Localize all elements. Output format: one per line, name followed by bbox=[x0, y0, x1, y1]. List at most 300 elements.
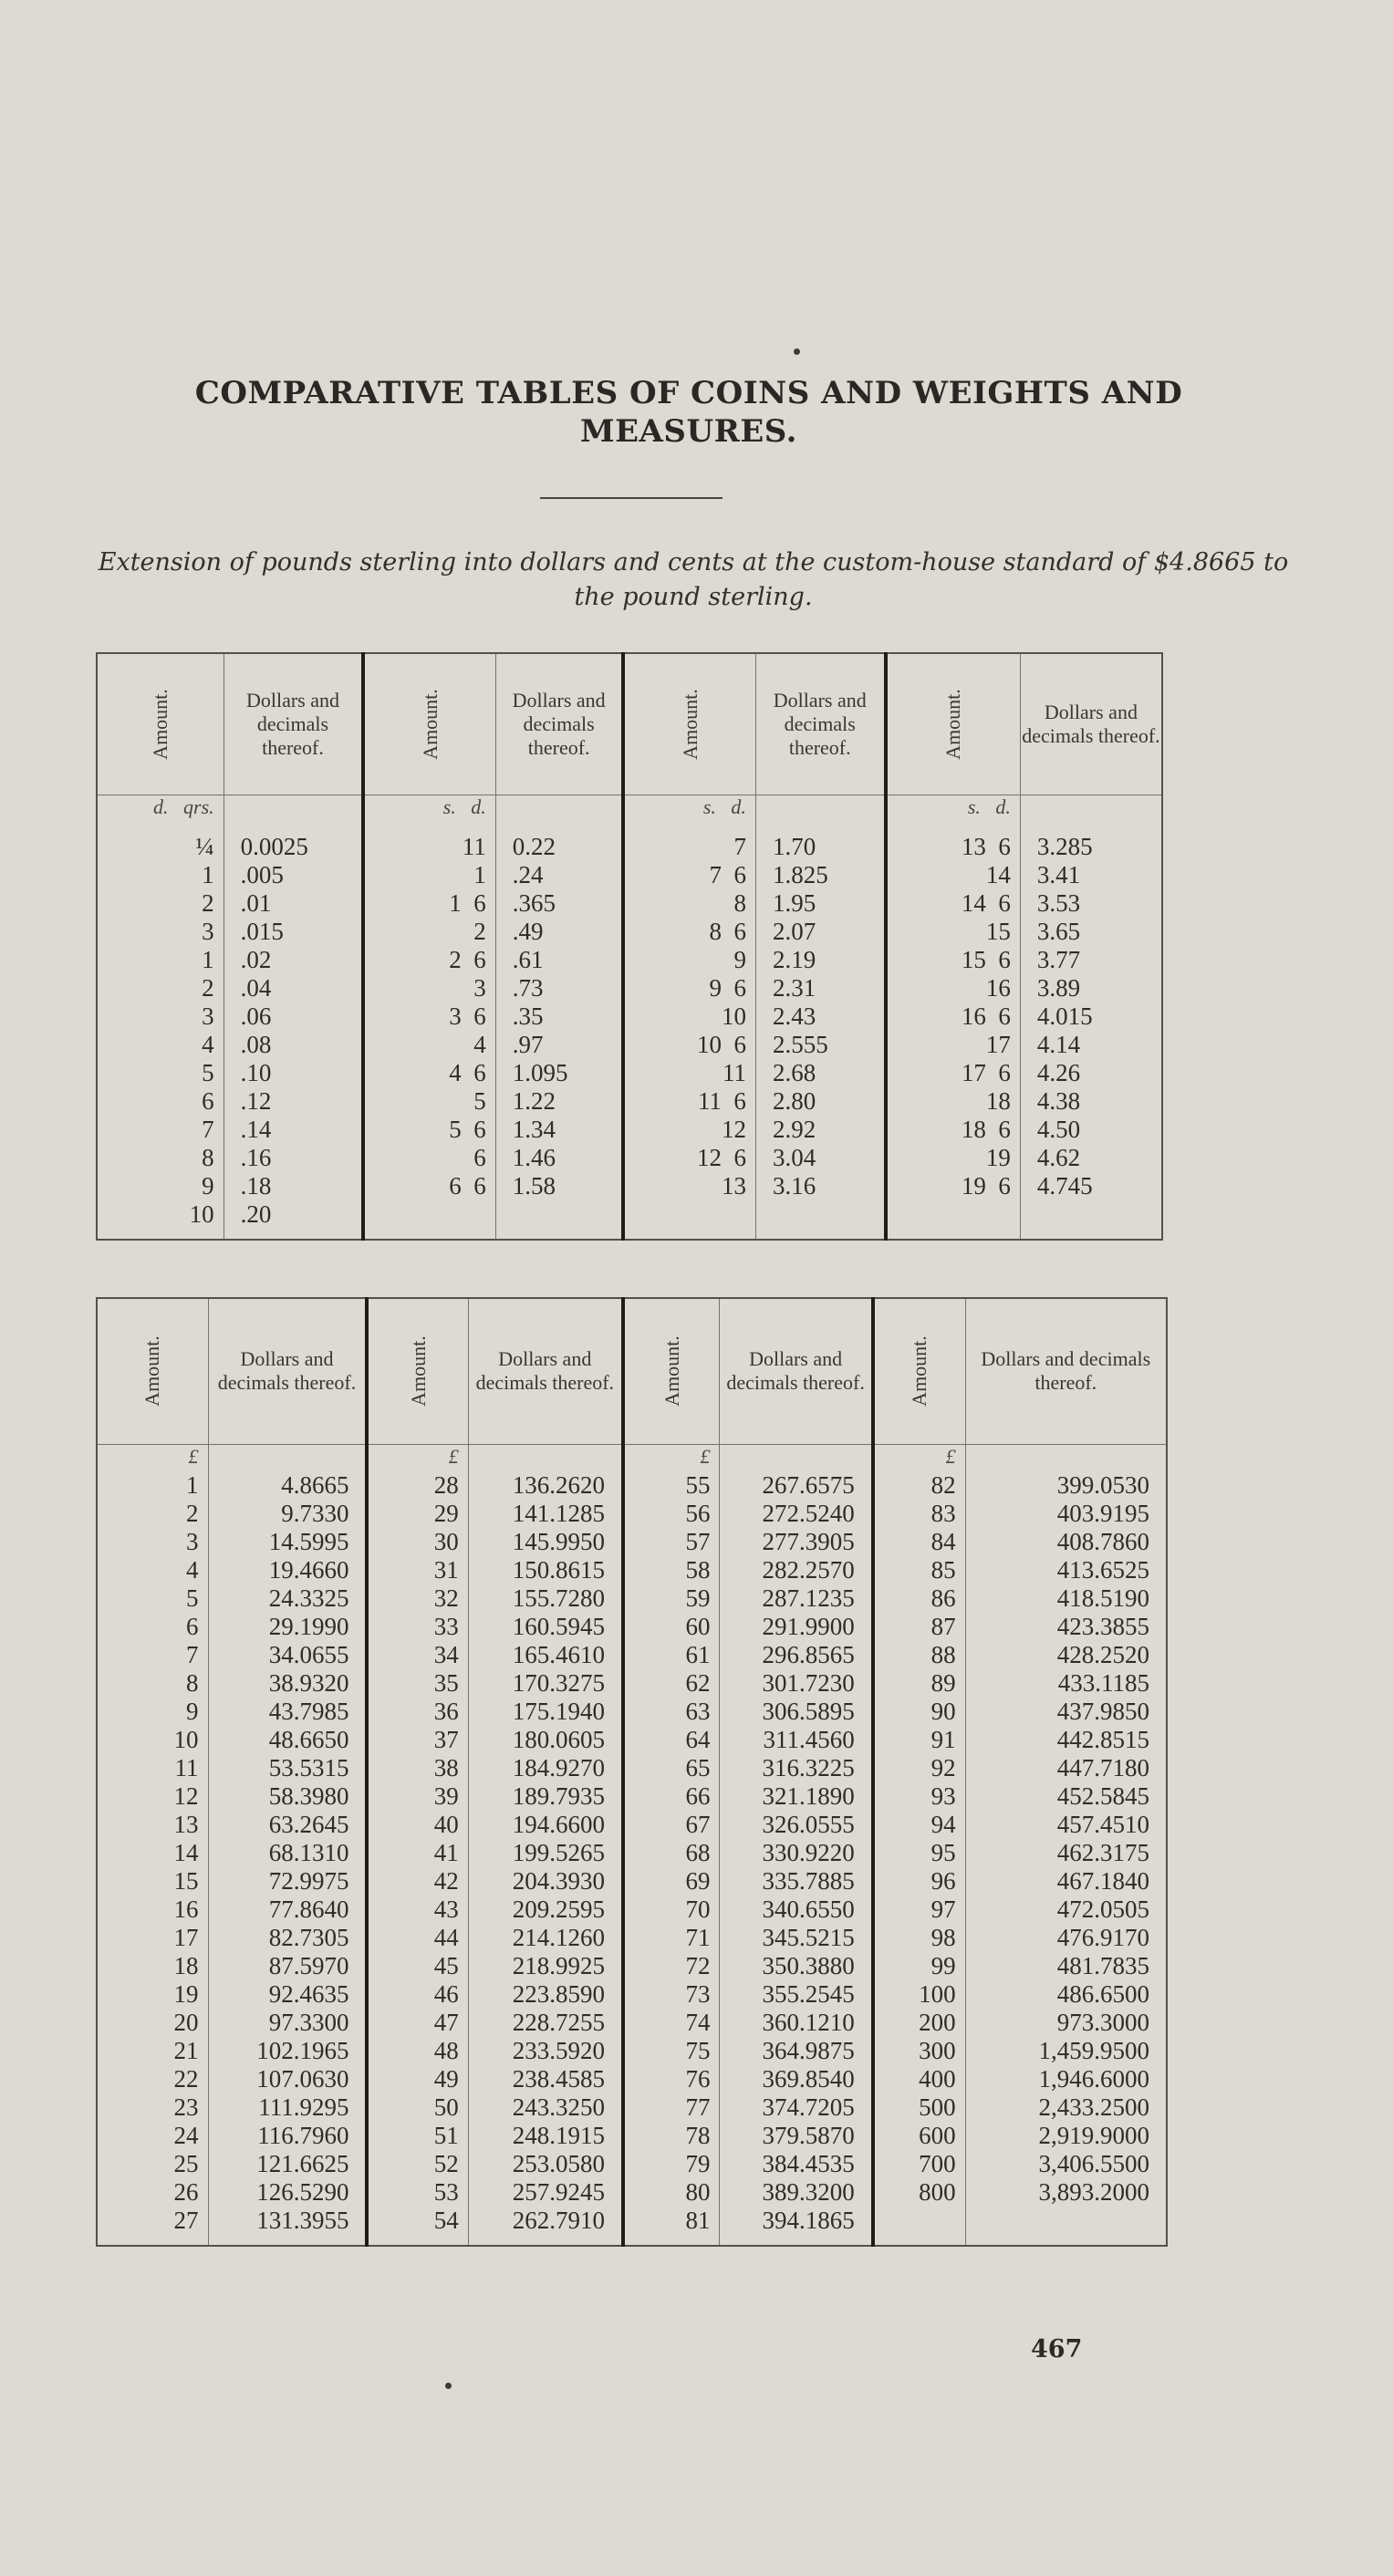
amount-cell: 500 bbox=[873, 2093, 965, 2122]
amount-cell: 24 bbox=[173, 2122, 199, 2149]
dollars-cell: 1.22 bbox=[495, 1087, 623, 1116]
amount-cell: 13 bbox=[173, 1811, 199, 1838]
dollars-cell: 973.3000 bbox=[965, 2009, 1167, 2037]
amount-cell: 3 6 bbox=[363, 1002, 495, 1031]
table-row bbox=[97, 1924, 1167, 1952]
table-row bbox=[97, 1471, 1167, 1500]
dollars-cell: 145.9950 bbox=[468, 1528, 623, 1556]
amount-cell: 9 bbox=[186, 1698, 199, 1725]
table-row bbox=[97, 1200, 1162, 1229]
dollars-cell: 277.3905 bbox=[720, 1528, 873, 1556]
amount-cell: 6 6 bbox=[363, 1172, 495, 1200]
dollars-cell: 107.0630 bbox=[208, 2065, 367, 2093]
dollars-cell: 3.285 bbox=[1020, 833, 1162, 861]
dollars-cell: .02 bbox=[224, 946, 363, 974]
amount-cell: 4 bbox=[202, 1031, 214, 1058]
table-row bbox=[97, 2065, 1167, 2093]
dollars-cell: 63.2645 bbox=[208, 1811, 367, 1839]
dollars-cell: 214.1260 bbox=[468, 1924, 623, 1952]
dollars-cell: 141.1285 bbox=[468, 1500, 623, 1528]
unit-label-spacer bbox=[720, 1444, 873, 1471]
amount-cell: 100 bbox=[873, 1980, 965, 2009]
dollars-cell: 189.7935 bbox=[468, 1782, 623, 1811]
amount-cell: 30 bbox=[367, 1528, 468, 1556]
dollars-cell: 2.80 bbox=[755, 1087, 885, 1116]
amount-cell: 200 bbox=[873, 2009, 965, 2037]
amount-cell: 86 bbox=[873, 1584, 965, 1613]
amount-cell: 3 bbox=[363, 974, 495, 1002]
dollars-cell: 14.5995 bbox=[208, 1528, 367, 1556]
amount-cell: 68 bbox=[623, 1839, 720, 1867]
amount-cell bbox=[886, 1200, 1021, 1229]
amount-cell: 60 bbox=[623, 1613, 720, 1641]
amount-cell: 8 6 bbox=[623, 918, 755, 946]
dollars-cell: 272.5240 bbox=[720, 1500, 873, 1528]
amount-cell: 11 bbox=[623, 1059, 755, 1087]
amount-cell: 87 bbox=[873, 1613, 965, 1641]
amount-header: Amount. bbox=[908, 1335, 931, 1407]
dollars-cell: .16 bbox=[224, 1144, 363, 1172]
dollars-cell: 418.5190 bbox=[965, 1584, 1167, 1613]
table-row bbox=[97, 918, 1162, 946]
table-row bbox=[97, 889, 1162, 918]
amount-cell: 61 bbox=[623, 1641, 720, 1669]
amount-cell: 4 bbox=[186, 1556, 199, 1584]
amount-cell: 82 bbox=[873, 1471, 965, 1500]
unit-label-spacer bbox=[495, 795, 623, 833]
amount-cell: 3 bbox=[202, 918, 214, 945]
amount-cell: 19 bbox=[886, 1144, 1021, 1172]
amount-header: Amount. bbox=[660, 1335, 683, 1407]
dollars-cell: 48.6650 bbox=[208, 1726, 367, 1754]
dollars-header: Dollars and decimals thereof. bbox=[495, 653, 623, 795]
amount-cell: 9 6 bbox=[623, 974, 755, 1002]
table-row bbox=[97, 2150, 1167, 2178]
amount-cell: 7 bbox=[623, 833, 755, 861]
dollars-cell: 77.8640 bbox=[208, 1896, 367, 1924]
dollars-cell: 321.1890 bbox=[720, 1782, 873, 1811]
dollars-cell: 335.7885 bbox=[720, 1867, 873, 1896]
dollars-cell: .365 bbox=[495, 889, 623, 918]
amount-cell: 34 bbox=[367, 1641, 468, 1669]
table-row bbox=[97, 1839, 1167, 1867]
table-row bbox=[97, 1116, 1162, 1144]
amount-cell: 48 bbox=[367, 2037, 468, 2065]
amount-cell: 8 bbox=[186, 1669, 199, 1697]
table-row bbox=[97, 1002, 1162, 1031]
amount-cell: 6 bbox=[363, 1144, 495, 1172]
dollars-cell: 34.0655 bbox=[208, 1641, 367, 1669]
dollars-cell: 4.26 bbox=[1020, 1059, 1162, 1087]
amount-cell: 91 bbox=[873, 1726, 965, 1754]
dollars-cell: 306.5895 bbox=[720, 1698, 873, 1726]
amount-cell: 5 6 bbox=[363, 1116, 495, 1144]
amount-cell: 15 bbox=[173, 1867, 199, 1895]
amount-cell: 13 bbox=[623, 1172, 755, 1200]
amount-cell: 21 bbox=[173, 2037, 199, 2064]
dollars-header: Dollars and decimals thereof. bbox=[720, 1298, 873, 1444]
table-row bbox=[97, 2093, 1167, 2122]
table-bottom-padding bbox=[97, 2235, 1167, 2246]
dollars-cell: 82.7305 bbox=[208, 1924, 367, 1952]
dollars-cell: 121.6625 bbox=[208, 2150, 367, 2178]
dollars-cell: 408.7860 bbox=[965, 1528, 1167, 1556]
dollars-cell: 24.3325 bbox=[208, 1584, 367, 1613]
page-subtitle: Extension of pounds sterling into dollars and cents at the custom-house standard of $4.8665 to the pound sterling. bbox=[98, 548, 1289, 611]
dollars-cell: 2.43 bbox=[755, 1002, 885, 1031]
amount-cell: 6 bbox=[202, 1087, 214, 1115]
dollars-cell: .35 bbox=[495, 1002, 623, 1031]
amount-cell bbox=[873, 2207, 965, 2235]
amount-cell: 12 6 bbox=[623, 1144, 755, 1172]
dollars-cell: 58.3980 bbox=[208, 1782, 367, 1811]
dollars-cell: 2.68 bbox=[755, 1059, 885, 1087]
dollars-cell: 2.19 bbox=[755, 946, 885, 974]
amount-cell: 73 bbox=[623, 1980, 720, 2009]
dollars-cell: 1,459.9500 bbox=[965, 2037, 1167, 2065]
dollars-cell: 68.1310 bbox=[208, 1839, 367, 1867]
unit-label: £ bbox=[873, 1444, 965, 1471]
table-row bbox=[97, 2178, 1167, 2207]
table-row bbox=[97, 1528, 1167, 1556]
amount-header: Amount. bbox=[678, 688, 702, 760]
dollars-cell: 1.825 bbox=[755, 861, 885, 889]
dollars-cell: 486.6500 bbox=[965, 1980, 1167, 2009]
amount-cell: 700 bbox=[873, 2150, 965, 2178]
amount-cell: 55 bbox=[623, 1471, 720, 1500]
amount-cell: 29 bbox=[367, 1500, 468, 1528]
dollars-cell: 360.1210 bbox=[720, 2009, 873, 2037]
amount-cell: 36 bbox=[367, 1698, 468, 1726]
dollars-cell: 4.015 bbox=[1020, 1002, 1162, 1031]
amount-cell: 4 bbox=[363, 1031, 495, 1059]
amount-cell: 70 bbox=[623, 1896, 720, 1924]
amount-cell: 7 bbox=[202, 1116, 214, 1143]
dollars-cell: 3.04 bbox=[755, 1144, 885, 1172]
amount-cell: 51 bbox=[367, 2122, 468, 2150]
dollars-cell: 1.70 bbox=[755, 833, 885, 861]
amount-cell: 8 bbox=[202, 1144, 214, 1171]
dollars-cell: 403.9195 bbox=[965, 1500, 1167, 1528]
dollars-cell: 0.0025 bbox=[224, 833, 363, 861]
dollars-cell: 160.5945 bbox=[468, 1613, 623, 1641]
amount-header: Amount. bbox=[941, 688, 965, 760]
amount-cell: 22 bbox=[173, 2065, 199, 2093]
amount-cell: 6 bbox=[186, 1613, 199, 1640]
table-row bbox=[97, 1952, 1167, 1980]
amount-cell: 27 bbox=[173, 2207, 199, 2234]
amount-cell: 79 bbox=[623, 2150, 720, 2178]
amount-cell: 18 bbox=[173, 1952, 199, 1979]
dollars-cell: 238.4585 bbox=[468, 2065, 623, 2093]
unit-label-row bbox=[97, 795, 1162, 833]
page-number: 467 bbox=[1031, 2335, 1083, 2363]
dollars-cell: 2.31 bbox=[755, 974, 885, 1002]
dollars-cell: 481.7835 bbox=[965, 1952, 1167, 1980]
dollars-cell: 218.9925 bbox=[468, 1952, 623, 1980]
amount-cell: 15 bbox=[886, 918, 1021, 946]
table-row bbox=[97, 833, 1162, 861]
dollars-cell: 340.6550 bbox=[720, 1896, 873, 1924]
amount-cell: 99 bbox=[873, 1952, 965, 1980]
amount-cell: 58 bbox=[623, 1556, 720, 1584]
amount-cell: 95 bbox=[873, 1839, 965, 1867]
amount-cell: 98 bbox=[873, 1924, 965, 1952]
dollars-cell bbox=[495, 1200, 623, 1229]
table2-header-row bbox=[97, 1298, 1167, 1444]
amount-cell: 2 bbox=[363, 918, 495, 946]
amount-cell: 4 6 bbox=[363, 1059, 495, 1087]
amount-cell: 90 bbox=[873, 1698, 965, 1726]
dollars-cell: 4.50 bbox=[1020, 1116, 1162, 1144]
dollars-cell: 184.9270 bbox=[468, 1754, 623, 1782]
dollars-cell: 38.9320 bbox=[208, 1669, 367, 1698]
dollars-cell: 4.14 bbox=[1020, 1031, 1162, 1059]
unit-label: s. d. bbox=[886, 795, 1021, 833]
dollars-cell: 437.9850 bbox=[965, 1698, 1167, 1726]
dollars-cell: 350.3880 bbox=[720, 1952, 873, 1980]
amount-cell: 10 bbox=[189, 1200, 214, 1228]
amount-cell bbox=[363, 1200, 495, 1229]
amount-cell: ¼ bbox=[195, 833, 214, 860]
dollars-cell: .49 bbox=[495, 918, 623, 946]
amount-cell: 83 bbox=[873, 1500, 965, 1528]
dollars-cell: 87.5970 bbox=[208, 1952, 367, 1980]
dollars-cell: 116.7960 bbox=[208, 2122, 367, 2150]
amount-cell: 2 bbox=[186, 1500, 199, 1527]
table-row bbox=[97, 1144, 1162, 1172]
dollars-cell: .97 bbox=[495, 1031, 623, 1059]
table-row bbox=[97, 946, 1162, 974]
dollars-cell: 316.3225 bbox=[720, 1754, 873, 1782]
amount-header: Amount. bbox=[140, 1335, 164, 1407]
amount-cell: 14 6 bbox=[886, 889, 1021, 918]
dollars-cell: 355.2545 bbox=[720, 1980, 873, 2009]
table-row bbox=[97, 1980, 1167, 2009]
amount-cell: 49 bbox=[367, 2065, 468, 2093]
dollars-cell: 291.9900 bbox=[720, 1613, 873, 1641]
amount-cell: 23 bbox=[173, 2093, 199, 2121]
amount-cell: 2 bbox=[202, 889, 214, 917]
dollars-cell: .015 bbox=[224, 918, 363, 946]
amount-cell: 3 bbox=[186, 1528, 199, 1555]
dollars-cell: 257.9245 bbox=[468, 2178, 623, 2207]
amount-cell: 84 bbox=[873, 1528, 965, 1556]
dollars-cell: 311.4560 bbox=[720, 1726, 873, 1754]
dollars-cell: 389.3200 bbox=[720, 2178, 873, 2207]
dollars-header: Dollars and decimals thereof. bbox=[755, 653, 885, 795]
dollars-cell: 3,406.5500 bbox=[965, 2150, 1167, 2178]
dollars-header: Dollars and decimals thereof. bbox=[965, 1298, 1167, 1444]
dollars-cell: 476.9170 bbox=[965, 1924, 1167, 1952]
page-title: COMPARATIVE TABLES OF COINS AND WEIGHTS AND MEASURES. bbox=[194, 375, 1183, 450]
dollars-cell: 155.7280 bbox=[468, 1584, 623, 1613]
dollars-cell: 282.2570 bbox=[720, 1556, 873, 1584]
dollars-cell: 29.1990 bbox=[208, 1613, 367, 1641]
dollars-cell: 233.5920 bbox=[468, 2037, 623, 2065]
dollars-cell: 428.2520 bbox=[965, 1641, 1167, 1669]
unit-label: £ bbox=[367, 1444, 468, 1471]
amount-cell: 44 bbox=[367, 1924, 468, 1952]
amount-cell: 1 bbox=[202, 946, 214, 973]
dollars-cell: 433.1185 bbox=[965, 1669, 1167, 1698]
dollars-cell: 3.41 bbox=[1020, 861, 1162, 889]
amount-cell: 15 6 bbox=[886, 946, 1021, 974]
amount-cell: 19 bbox=[173, 1980, 199, 2008]
table-row bbox=[97, 1613, 1167, 1641]
amount-cell: 800 bbox=[873, 2178, 965, 2207]
amount-cell: 600 bbox=[873, 2122, 965, 2150]
amount-cell: 38 bbox=[367, 1754, 468, 1782]
dollars-cell: 19.4660 bbox=[208, 1556, 367, 1584]
dollars-cell: .18 bbox=[224, 1172, 363, 1200]
amount-cell: 74 bbox=[623, 2009, 720, 2037]
dollars-cell: 175.1940 bbox=[468, 1698, 623, 1726]
amount-cell: 1 bbox=[202, 861, 214, 888]
amount-cell: 18 bbox=[886, 1087, 1021, 1116]
dollars-cell: 472.0505 bbox=[965, 1896, 1167, 1924]
dollars-header: Dollars and decimals thereof. bbox=[224, 653, 363, 795]
dollars-cell: 1.95 bbox=[755, 889, 885, 918]
amount-cell: 16 bbox=[886, 974, 1021, 1002]
amount-cell: 14 bbox=[886, 861, 1021, 889]
table-row bbox=[97, 2122, 1167, 2150]
dollars-cell: 2.555 bbox=[755, 1031, 885, 1059]
amount-cell: 59 bbox=[623, 1584, 720, 1613]
table-row bbox=[97, 974, 1162, 1002]
table-row bbox=[97, 2009, 1167, 2037]
dollars-cell: 374.7205 bbox=[720, 2093, 873, 2122]
amount-cell: 7 bbox=[186, 1641, 199, 1668]
table-row bbox=[97, 1669, 1167, 1698]
dollars-cell: 457.4510 bbox=[965, 1811, 1167, 1839]
amount-cell: 78 bbox=[623, 2122, 720, 2150]
dollars-cell: 194.6600 bbox=[468, 1811, 623, 1839]
dollars-cell: .04 bbox=[224, 974, 363, 1002]
shillings-pence-table bbox=[96, 652, 1163, 1241]
amount-cell: 12 bbox=[173, 1782, 199, 1810]
dollars-cell: 126.5290 bbox=[208, 2178, 367, 2207]
table-row bbox=[97, 1726, 1167, 1754]
dollars-cell: 379.5870 bbox=[720, 2122, 873, 2150]
amount-cell: 20 bbox=[173, 2009, 199, 2036]
amount-cell: 53 bbox=[367, 2178, 468, 2207]
dollars-cell: 43.7985 bbox=[208, 1698, 367, 1726]
amount-cell: 66 bbox=[623, 1782, 720, 1811]
unit-label-row bbox=[97, 1444, 1167, 1471]
unit-label: £ bbox=[188, 1444, 199, 1468]
dollars-cell: .24 bbox=[495, 861, 623, 889]
dollars-cell: 3,893.2000 bbox=[965, 2178, 1167, 2207]
table-row bbox=[97, 1896, 1167, 1924]
dollars-cell: .61 bbox=[495, 946, 623, 974]
dollars-cell: 345.5215 bbox=[720, 1924, 873, 1952]
dollars-cell: 243.3250 bbox=[468, 2093, 623, 2122]
dollars-cell: .73 bbox=[495, 974, 623, 1002]
amount-cell: 16 6 bbox=[886, 1002, 1021, 1031]
amount-cell: 9 bbox=[202, 1172, 214, 1200]
dollars-cell bbox=[1020, 1200, 1162, 1229]
dollars-cell: 111.9295 bbox=[208, 2093, 367, 2122]
amount-cell: 10 6 bbox=[623, 1031, 755, 1059]
amount-cell: 5 bbox=[202, 1059, 214, 1086]
amount-cell bbox=[623, 1200, 755, 1229]
amount-cell: 69 bbox=[623, 1867, 720, 1896]
amount-cell: 45 bbox=[367, 1952, 468, 1980]
amount-cell: 31 bbox=[367, 1556, 468, 1584]
table-row bbox=[97, 861, 1162, 889]
dollars-cell: 180.0605 bbox=[468, 1726, 623, 1754]
amount-cell: 65 bbox=[623, 1754, 720, 1782]
dollars-cell: 330.9220 bbox=[720, 1839, 873, 1867]
dollars-cell bbox=[755, 1200, 885, 1229]
dollars-cell: .14 bbox=[224, 1116, 363, 1144]
dollars-cell: .12 bbox=[224, 1087, 363, 1116]
dollars-header: Dollars and decimals thereof. bbox=[208, 1298, 367, 1444]
dollars-cell: 369.8540 bbox=[720, 2065, 873, 2093]
amount-cell: 5 bbox=[186, 1584, 199, 1612]
table-bottom-padding bbox=[97, 1229, 1162, 1240]
dollars-cell: 131.3955 bbox=[208, 2207, 367, 2235]
dollars-cell: 3.53 bbox=[1020, 889, 1162, 918]
amount-cell: 62 bbox=[623, 1669, 720, 1698]
unit-label: s. d. bbox=[623, 795, 755, 833]
dollars-cell: 253.0580 bbox=[468, 2150, 623, 2178]
dollars-cell: 462.3175 bbox=[965, 1839, 1167, 1867]
dollars-cell: 97.3300 bbox=[208, 2009, 367, 2037]
amount-cell: 80 bbox=[623, 2178, 720, 2207]
amount-cell: 11 6 bbox=[623, 1087, 755, 1116]
unit-label: £ bbox=[623, 1444, 720, 1471]
table-row bbox=[97, 1172, 1162, 1200]
dollars-cell: 2,919.9000 bbox=[965, 2122, 1167, 2150]
amount-cell: 42 bbox=[367, 1867, 468, 1896]
dollars-cell: .01 bbox=[224, 889, 363, 918]
amount-cell: 54 bbox=[367, 2207, 468, 2235]
table-row bbox=[97, 1500, 1167, 1528]
amount-cell: 63 bbox=[623, 1698, 720, 1726]
amount-cell: 1 bbox=[363, 861, 495, 889]
dollars-cell: .06 bbox=[224, 1002, 363, 1031]
table-row bbox=[97, 1031, 1162, 1059]
table-row bbox=[97, 1867, 1167, 1896]
dollars-cell: 394.1865 bbox=[720, 2207, 873, 2235]
dollars-cell: 447.7180 bbox=[965, 1754, 1167, 1782]
amount-cell: 19 6 bbox=[886, 1172, 1021, 1200]
amount-cell: 12 bbox=[623, 1116, 755, 1144]
dollars-cell: .20 bbox=[224, 1200, 363, 1229]
amount-cell: 56 bbox=[623, 1500, 720, 1528]
dollars-cell: 4.8665 bbox=[208, 1471, 367, 1500]
amount-cell: 39 bbox=[367, 1782, 468, 1811]
amount-cell: 11 bbox=[363, 833, 495, 861]
dollars-cell: 296.8565 bbox=[720, 1641, 873, 1669]
amount-cell: 77 bbox=[623, 2093, 720, 2122]
table-row bbox=[97, 1059, 1162, 1087]
amount-cell: 16 bbox=[173, 1896, 199, 1923]
dollars-cell: 442.8515 bbox=[965, 1726, 1167, 1754]
dollars-cell: 209.2595 bbox=[468, 1896, 623, 1924]
amount-cell: 3 bbox=[202, 1002, 214, 1030]
dollars-cell: 267.6575 bbox=[720, 1471, 873, 1500]
dollars-cell: 452.5845 bbox=[965, 1782, 1167, 1811]
dollars-cell: 0.22 bbox=[495, 833, 623, 861]
amount-cell: 75 bbox=[623, 2037, 720, 2065]
dollars-header: Dollars and decimals thereof. bbox=[468, 1298, 623, 1444]
amount-cell: 400 bbox=[873, 2065, 965, 2093]
table1-header-row bbox=[97, 653, 1162, 795]
amount-cell: 2 6 bbox=[363, 946, 495, 974]
